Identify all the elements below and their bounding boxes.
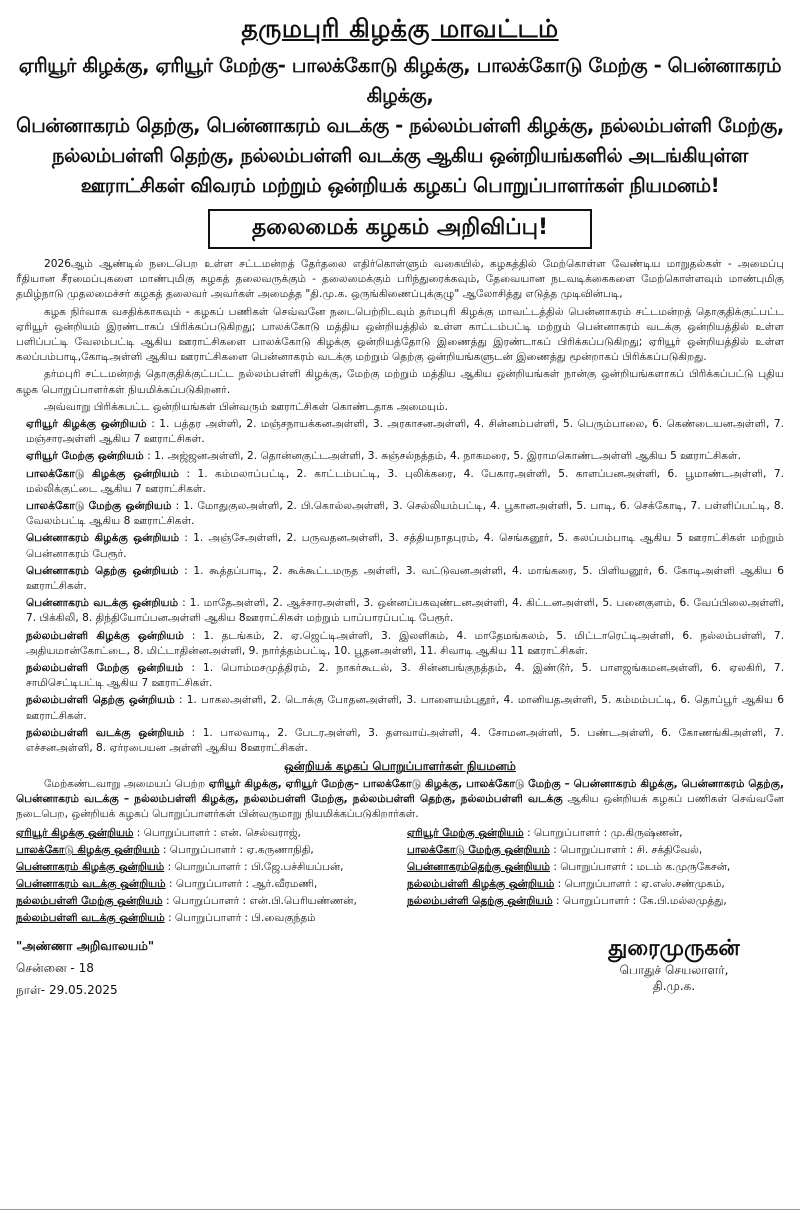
appointee-row — [16, 876, 393, 893]
union-villages: : 1. தடங்கம், 2. ஏ.ஜெட்டிஅள்ளி, 3. இலளிகம், 4. மாதேமங்கலம், 5. மிட்டாரெட்டிஅள்ளி, 6. நல்லம்பள்ளி, 7. அதியமான்கோட்டை, 8. மிட்டாதின்னஅள்ளி, 9. நார்த்தம்பட்டி, 10. பூதனஅள்ளி, 11. சிவாடி ஆகிய 11 ஊராட்சிகள். — [26, 629, 784, 657]
appointee-list — [16, 825, 784, 927]
headline-line: ஏரியூர் கிழக்கு, ஏரியூர் மேற்கு- பாலக்கோடு கிழக்கு, பாலக்கோடு மேற்கு - பென்னாகரம் கிழக்கு, — [18, 54, 782, 107]
union-entry — [16, 531, 784, 561]
union-villages: : 1. அஜ்ஜனஅள்ளி, 2. தொன்னகுட்டஅள்ளி, 3. சுஞ்சல்நத்தம், 4. நாகமரை, 5. இராமகொண்டஅள்ளி ஆகிய 5 ஊராட்சிகள். — [143, 450, 741, 463]
union-name: பாலக்கோடு மேற்கு ஒன்றியம் — [26, 500, 172, 513]
intro-paragraph: அவ்வாறு பிரிக்கபட்ட ஒன்றியங்கள் பின்வரும் ஊராட்சிகள் கொண்டதாக அமையும். — [44, 400, 448, 413]
bottom-divider — [0, 1209, 800, 1210]
union-entry — [16, 693, 784, 723]
union-name: நல்லம்பள்ளி கிழக்கு ஒன்றியம் — [26, 629, 184, 642]
appointee-row — [407, 893, 784, 910]
union-villages: : 1. பொம்மசமுத்திரம், 2. நாகர்கூடல், 3. சின்னபங்குநத்தம், 4. இண்டூர், 5. பாளஜங்கமனஅள்ளி, 6. ஏலகிரி, 7. சாமிசெட்டிபட்டி ஆகிய 7 ஊராட்சிகள். — [26, 662, 785, 690]
union-entry — [16, 449, 784, 464]
appointee-row — [407, 876, 784, 893]
appointments-title: ஒன்றியக் கழகப் பொறுப்பாளர்கள் நியமனம் — [284, 759, 516, 774]
union-name: ஏரியூர் கிழக்கு ஒன்றியம் — [26, 418, 147, 431]
headline — [16, 51, 784, 201]
union-villages: : 1. பத்தர அள்ளி, 2. மஞ்சநாயக்கனஅள்ளி, 3. அரகாசனஅள்ளி, 4. சின்னம்பள்ளி, 5. பெரும்பாலை, 6. கெண்டையனஅள்ளி, 7. மஞ்சாரஅள்ளி ஆகிய 7 ஊராட்சிகள். — [26, 418, 784, 446]
appointee-union: பாலக்கோடு மேற்கு ஒன்றியம் — [407, 844, 550, 857]
appointments-unions: ஏரியூர் கிழக்கு, ஏரியூர் மேற்கு– பாலக்கோடு கிழக்கு, பாலக்கோடு மேற்கு – பென்னாகரம் கிழக்கு, பென்னாகரம் தெற்கு, பென்னாகரம் வடக்கு – நல்லம்பள்ளி கிழக்கு, நல்லம்பள்ளி மேற்கு, நல்லம்பள்ளி தெற்கு, நல்லம்பள்ளி வடக்கு — [16, 777, 784, 805]
appointee-column-right — [393, 825, 784, 927]
intro-paragraph: 2026ஆம் ஆண்டில் நடைபெற உள்ள சட்டமன்றத் தேர்தலை எதிர்கொள்ளும் வகையில், கழகத்தில் மேற்கொள்ள வேண்டிய மாறுதல்கள் - அமைப்பு ரீதியான சீரமைப்புகளை மாண்புமிகு கழகத் தலைவருக்கும் - தலைமைக்கும் பரிந்துரைக்கவும், தேவையான நடவடிக்கைகளை மேற்கொள்ளவும் மாண்புமிகு தமிழ்நாடு முதலமைச்சர் கழகத் தலைவர் அவர்கள் அமைத்த "தி.மு.க. ஒருங்கிணைப்புக்குழு" ஆலோசித்து எடுத்த முடிவின்படி, — [16, 258, 784, 301]
appointee-row — [407, 859, 784, 876]
union-name: பென்னாகரம் தெற்கு ஒன்றியம் — [26, 564, 179, 577]
union-entry — [16, 467, 784, 497]
appointments-tail: ஆகிய ஒன்றியக் கழகப் பணிகள் செவ்வனே நடைபெற, ஒன்றியக் கழகப் பொறுப்பாளர்கள் பின்வருமாறு நியமிக்கப்படுகிறார்கள். — [16, 792, 784, 820]
union-name: பென்னாகரம் வடக்கு ஒன்றியம் — [26, 597, 179, 610]
union-villages: : 1. மாதேஅள்ளி, 2. ஆச்சாரஅள்ளி, 3. ஒன்னப்பகவுண்டனஅள்ளி, 4. கிட்டனஅள்ளி, 5. பனைகுளம், 6. வேப்பிலைஅள்ளி, 7. பிக்கிலி, 8. திந்தியோப்பனஅள்ளி ஆகிய 8ஊராட்சிகள் மற்றும் பாப்பாரப்பட்டி பேரூர். — [26, 597, 784, 625]
union-villages: : 1. அஞ்சேஅள்ளி, 2. பருவதனஅள்ளி, 3. சத்தியநாதபுரம், 4. செங்கனூர், 5. கலப்பம்பாடி ஆகிய 5 ஊராட்சிகள் மற்றும் பென்னாகரம் பேரூர். — [26, 532, 784, 560]
appointee-union: பென்னாகரம் கிழக்கு ஒன்றியம் — [16, 861, 165, 874]
appointee-row — [16, 859, 393, 876]
signatory-designation: பொதுச் செயலாளர், — [619, 963, 729, 978]
appointee-union: நல்லம்பள்ளி வடக்கு ஒன்றியம் — [16, 912, 165, 925]
signature-block — [564, 935, 784, 1001]
union-entry — [16, 499, 784, 529]
notice-title: தலைமைக் கழகம் அறிவிப்பு! — [251, 215, 549, 240]
union-name: நல்லம்பள்ளி வடக்கு ஒன்றியம் — [26, 726, 185, 739]
headline-line: பென்னாகரம் தெற்கு, பென்னாகரம் வடக்கு - நல்லம்பள்ளி கிழக்கு, நல்லம்பள்ளி மேற்கு, — [16, 114, 784, 137]
appointee-person: : பொறுப்பாளர் : பி.வைகுந்தம் — [164, 912, 316, 925]
union-entry — [16, 661, 784, 691]
union-entry — [16, 629, 784, 659]
union-name: நல்லம்பள்ளி தெற்கு ஒன்றியம் — [26, 694, 175, 707]
footer — [16, 935, 784, 1001]
office-city: சென்னை - 18 — [16, 961, 94, 976]
union-villages: : 1. மோதுகுலஅள்ளி, 2. பி.கொல்லஅள்ளி, 3. செல்லியம்பட்டி, 4. பூகானஅள்ளி, 5. பாடி, 6. செக்கோடி, 7. பள்ளிப்பட்டி, 8. வேலம்பட்டி ஆகிய 8 ஊராட்சிகள். — [26, 500, 784, 528]
intro-paragraph: கழக நிர்வாக வசதிக்காகவும் - கழகப் பணிகள் செவ்வனே நடைபெற்றிடவும் தர்மபுரி கிழக்கு மாவட்டத்தில் பென்னாகரம் சட்டமன்றத் தொகுதிக்குட்பட்ட ஏரியூர் ஒன்றியம் இரண்டாகப் பிரிக்கப்படுகிறது; பாலக்கோடு மத்திய ஒன்றியத்தில் உள்ள காட்டம்பட்டி மற்றும் பென்னாகரம் வடக்கு ஒன்றியத்தில் உள்ள பளிப்பட்டி வேலம்பட்டி ஆகிய ஊராட்சிகளை பாலக்கோடு கிழக்கு ஒன்றியத்தோடு இணைத்து இரண்டாகப் பிரிக்கப்படுகிறது; ஏரியூர் ஒன்றியத்தில் உள்ள கலப்பம்பாடி,கோடிஅள்ளி ஆகிய ஊராட்சிகளை பென்னாகரம் வடக்கு மற்றும் தெற்கு ஒன்றியங்களுடன் இணைத்து மூன்றாகப் பிரிக்கப்படுகிறது. — [16, 305, 784, 364]
appointee-person: : பொறுப்பாளர் : ஆர்.வீரமணி, — [165, 878, 318, 891]
union-entry — [16, 726, 784, 756]
office-name: "அண்ணா அறிவாலயம்" — [16, 939, 155, 954]
union-villages: : 1. கம்மலாப்பட்டி, 2. காட்டம்பட்டி, 3. புலிக்கரை, 4. பேகாரஅள்ளி, 5. காளப்பனஅள்ளி, 6. பூமாண்டஅள்ளி, 7. மல்லிக்குட்டை ஆகிய 7 ஊராட்சிகள். — [26, 467, 784, 495]
appointee-union: பென்னாகரம்தெற்கு ஒன்றியம் — [407, 861, 550, 874]
appointee-union: நல்லம்பள்ளி மேற்கு ஒன்றியம் — [16, 895, 163, 908]
union-name: நல்லம்பள்ளி மேற்கு ஒன்றியம் — [26, 662, 184, 675]
union-entry — [16, 417, 784, 447]
union-villages: : 1. கூத்தப்பாடி, 2. கூக்கூட்டமருத அள்ளி, 3. வட்டுவனஅள்ளி, 4. மாங்கரை, 5. பிளியனூர், 6. கோடிஅள்ளி ஆகிய 6 ஊராட்சிகள். — [26, 564, 784, 593]
union-villages: : 1. பாலவாடி, 2. பேடரஅள்ளி, 3. தளவாய்அள்ளி, 4. சோமனஅள்ளி, 5. பண்டஅள்ளி, 6. கோணங்கிஅள்ளி, 7. எச்சனஅள்ளி, 8. ஏர்ரபையன அள்ளி ஆகிய 8ஊராட்சிகள். — [26, 726, 784, 755]
headline-line: நல்லம்பள்ளி தெற்கு, நல்லம்பள்ளி வடக்கு ஆகிய ஒன்றியங்களில் அடங்கியுள்ள — [51, 144, 749, 167]
appointee-person: : பொறுப்பாளர் : பி.ஜே.பச்சியப்பன், — [164, 861, 344, 874]
union-name: ஏரியூர் மேற்கு ஒன்றியம் — [26, 450, 144, 463]
signatory-name: துரைமுருகன் — [608, 936, 740, 962]
footer-address — [16, 935, 154, 1001]
appointee-person: : பொறுப்பாளர் : என்.பி.பெரியண்ணன், — [162, 895, 357, 908]
appointee-row — [16, 825, 393, 842]
appointee-row — [16, 910, 393, 927]
district-title: தருமபுரி கிழக்கு மாவட்டம் — [241, 14, 559, 43]
appointee-union: ஏரியூர் கிழக்கு ஒன்றியம் — [16, 827, 134, 840]
union-entry — [16, 564, 784, 594]
union-entry — [16, 596, 784, 626]
appointee-person: : பொறுப்பாளர் : என். செல்வராஜ், — [133, 827, 302, 840]
appointee-person: : பொறுப்பாளர் : கே.பி.மல்லமுத்து, — [552, 895, 727, 908]
notice-date: நாள்- 29.05.2025 — [16, 983, 118, 998]
union-villages: : 1. பாகலஅள்ளி, 2. டொக்கு போதனஅள்ளி, 3. பாளையம்புதூர், 4. மானியதஅள்ளி, 5. கம்மம்பட்டி, 6. தொப்பூர் ஆகிய 6 ஊராட்சிகள். — [26, 694, 784, 722]
notice-title-box — [208, 209, 592, 249]
appointee-union: பாலக்கோடு கிழக்கு ஒன்றியம் — [16, 844, 160, 857]
appointee-row — [407, 825, 784, 842]
union-name: பென்னாகரம் கிழக்கு ஒன்றியம் — [26, 532, 180, 545]
appointee-union: நல்லம்பள்ளி கிழக்கு ஒன்றியம் — [407, 878, 555, 891]
party-name: தி.மு.க. — [652, 979, 696, 994]
appointee-person: : பொறுப்பாளர் : மடம் க.முருகேசன், — [549, 861, 731, 874]
appointee-union: ஏரியூர் மேற்கு ஒன்றியம் — [407, 827, 524, 840]
appointments-paragraph — [16, 777, 784, 823]
union-name: பாலக்கோடு கிழக்கு ஒன்றியம் — [26, 467, 180, 480]
intro-paragraph: தர்மபுரி சட்டமன்றத் தொகுதிக்குட்பட்ட நல்லம்பள்ளி கிழக்கு, மேற்கு மற்றும் மத்திய ஆகிய ஒன்றியங்கள் நான்கு ஒன்றியங்களாகப் பிரிக்கப்பட்டு புதிய கழக பொறுப்பாளர்கள் நியமிக்கப்படுகிறனர். — [16, 368, 784, 396]
appointments-lead: மேற்கண்டவாறு அமையப் பெற்ற — [44, 777, 209, 790]
notice-body — [16, 257, 784, 822]
appointee-row — [16, 893, 393, 910]
appointee-person: : பொறுப்பாளர் : ஏ.கருணாநிதி, — [159, 844, 314, 857]
appointee-row — [407, 842, 784, 859]
appointee-row — [16, 842, 393, 859]
appointee-column-left — [16, 825, 393, 927]
headline-line: ஊராட்சிகள் விவரம் மற்றும் ஒன்றியக் கழகப் பொறுப்பாளர்கள் நியமனம்! — [80, 174, 720, 197]
appointee-person: : பொறுப்பாளர் : ஏ.எஸ்.சண்முகம், — [554, 878, 725, 891]
appointee-person: : பொறுப்பாளர் : சி. சக்திவேல், — [549, 844, 703, 857]
appointee-person: : பொறுப்பாளர் : மு.கிருஷ்ணன், — [523, 827, 683, 840]
appointee-union: பென்னாகரம் வடக்கு ஒன்றியம் — [16, 878, 166, 891]
appointee-union: நல்லம்பள்ளி தெற்கு ஒன்றியம் — [407, 895, 553, 908]
